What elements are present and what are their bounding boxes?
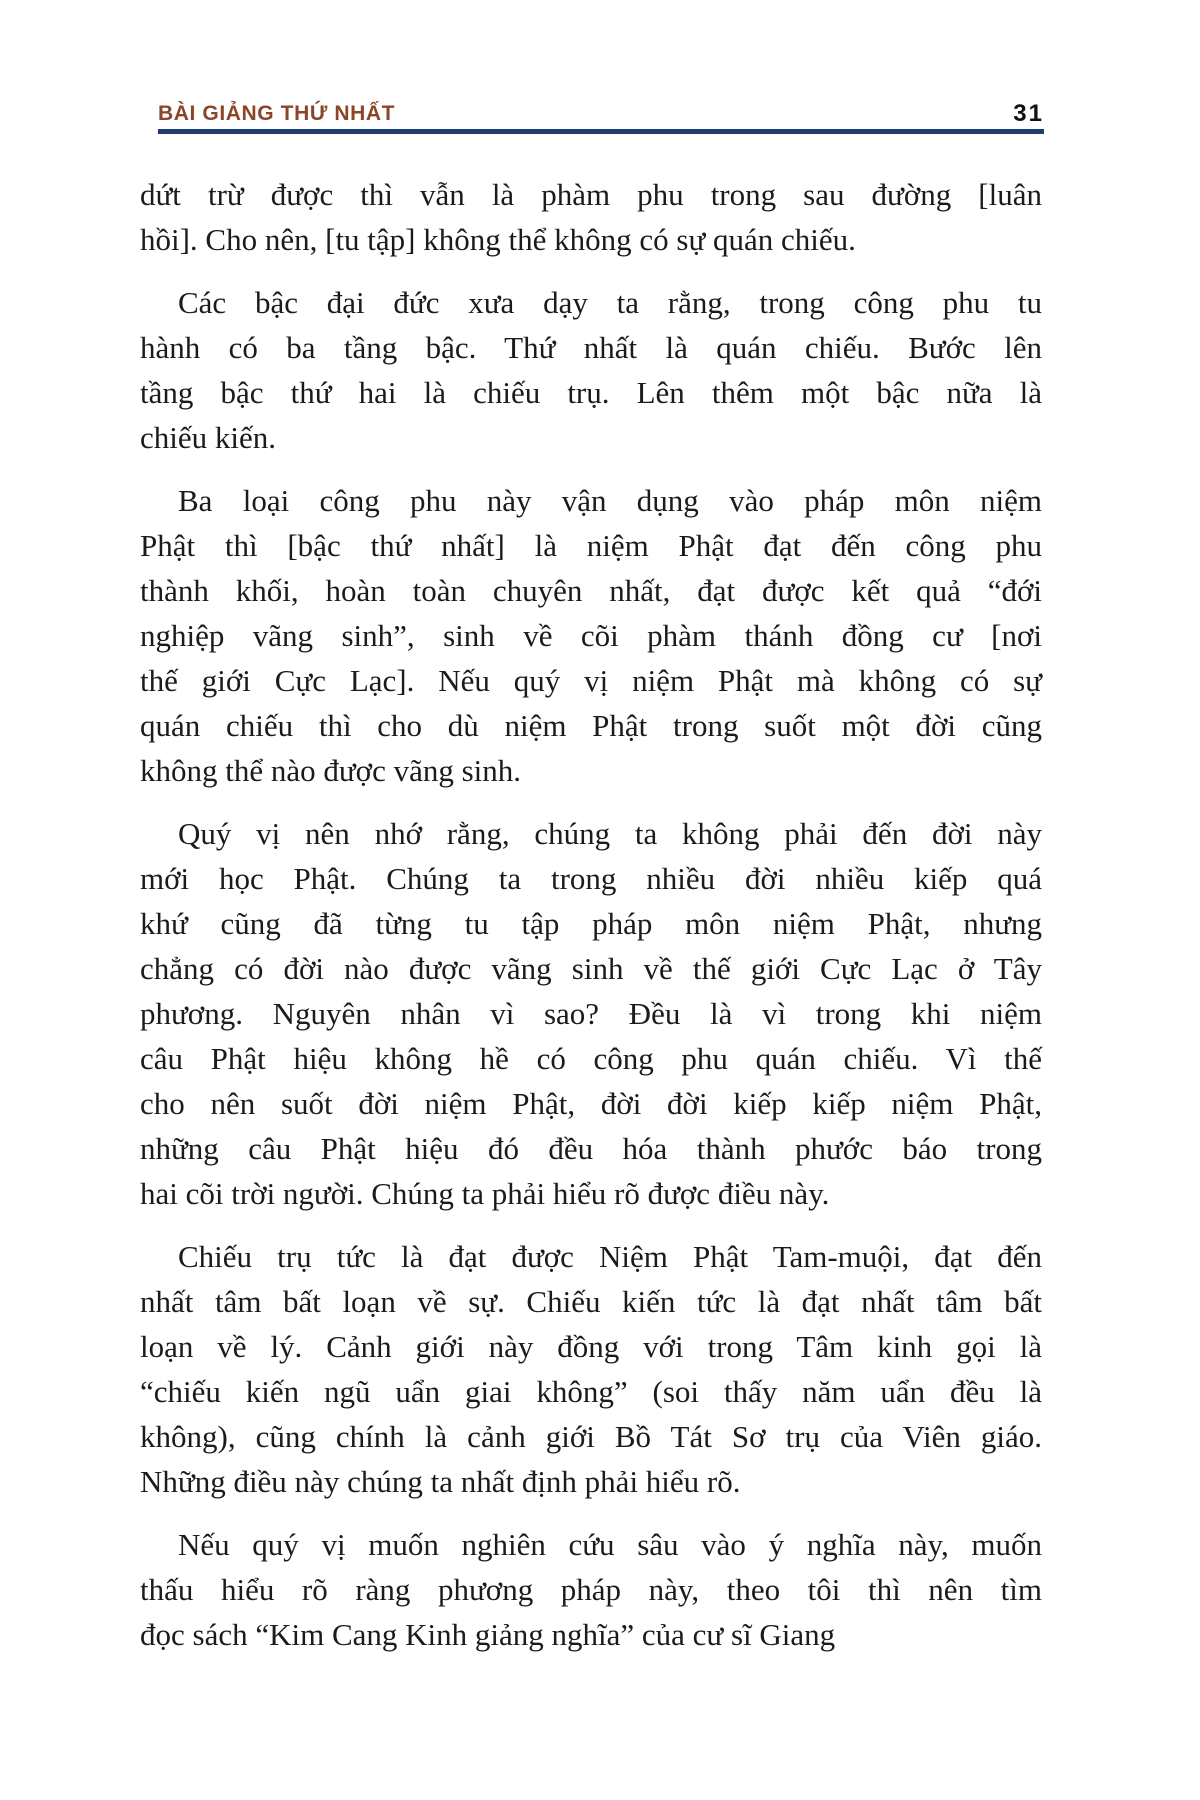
header-rule [158,129,1044,134]
text-line: dứt trừ được thì vẫn là phàm phu trong sau đường [luân [140,177,1042,212]
text-line: phương. Nguyên nhân vì sao? Đều là vì trong khi niệm [140,996,1042,1031]
text-line: nhất tâm bất loạn về sự. Chiếu kiến tức là đạt nhất tâm bất [140,1284,1042,1319]
text-line: thế giới Cực Lạc]. Nếu quý vị niệm Phật mà không có sự [140,663,1042,698]
text-line: Các bậc đại đức xưa dạy ta rằng, trong công phu tu [178,285,1042,320]
text-line: nghiệp vãng sinh”, sinh về cõi phàm thánh đồng cư [nơi [140,618,1042,653]
text-line: những câu Phật hiệu đó đều hóa thành phước báo trong [140,1131,1042,1166]
text-line: không thể nào được vãng sinh. [140,753,522,788]
text-line: chiếu kiến. [140,420,277,455]
text-line: không), cũng chính là cảnh giới Bồ Tát Sơ trụ của Viên giáo. [140,1419,1042,1454]
text-line: loạn về lý. Cảnh giới này đồng với trong Tâm kinh gọi là [140,1329,1042,1364]
text-line: Những điều này chúng ta nhất định phải hiểu rõ. [140,1464,741,1499]
text-line: Nếu quý vị muốn nghiên cứu sâu vào ý nghĩa này, muốn [178,1527,1042,1562]
page-title: BÀI GIẢNG THỨ NHẤT [158,102,396,125]
text-line: Quý vị nên nhớ rằng, chúng ta không phải đến đời này [178,816,1042,851]
paragraph [140,1522,1042,1657]
text-line: khứ cũng đã từng tu tập pháp môn niệm Phật, nhưng [140,906,1042,941]
paragraph [140,1234,1042,1504]
text-line: cho nên suốt đời niệm Phật, đời đời kiếp kiếp niệm Phật, [140,1086,1042,1121]
text-line: chẳng có đời nào được vãng sinh về thế giới Cực Lạc ở Tây [140,951,1042,986]
text-line: Chiếu trụ tức là đạt được Niệm Phật Tam-muội, đạt đến [178,1239,1042,1274]
paragraph [140,478,1042,793]
text-line: hai cõi trời người. Chúng ta phải hiểu rõ được điều này. [140,1176,830,1211]
text-line: thấu hiểu rõ ràng phương pháp này, theo tôi thì nên tìm [140,1572,1042,1607]
paragraph [140,172,1042,262]
text-line: “chiếu kiến ngũ uẩn giai không” (soi thấy năm uẩn đều là [140,1374,1042,1409]
text-line: Ba loại công phu này vận dụng vào pháp môn niệm [178,483,1042,518]
text-line: hồi]. Cho nên, [tu tập] không thể không có sự quán chiếu. [140,222,856,257]
text-line: hành có ba tầng bậc. Thứ nhất là quán chiếu. Bước lên [140,330,1042,365]
paragraph [140,280,1042,460]
running-header [158,96,1044,126]
body-text [140,172,1042,1657]
text-line: mới học Phật. Chúng ta trong nhiều đời nhiều kiếp quá [140,861,1042,896]
paragraph [140,811,1042,1216]
text-line: Phật thì [bậc thứ nhất] là niệm Phật đạt đến công phu [140,528,1042,563]
page-number: 31 [1013,100,1044,127]
text-line: đọc sách “Kim Cang Kinh giảng nghĩa” của cư sĩ Giang [140,1617,836,1652]
text-line: quán chiếu thì cho dù niệm Phật trong suốt một đời cũng [140,708,1042,743]
text-line: thành khối, hoàn toàn chuyên nhất, đạt được kết quả “đới [140,573,1042,608]
text-line: tầng bậc thứ hai là chiếu trụ. Lên thêm một bậc nữa là [140,375,1042,410]
text-line: câu Phật hiệu không hề có công phu quán chiếu. Vì thế [140,1041,1042,1076]
